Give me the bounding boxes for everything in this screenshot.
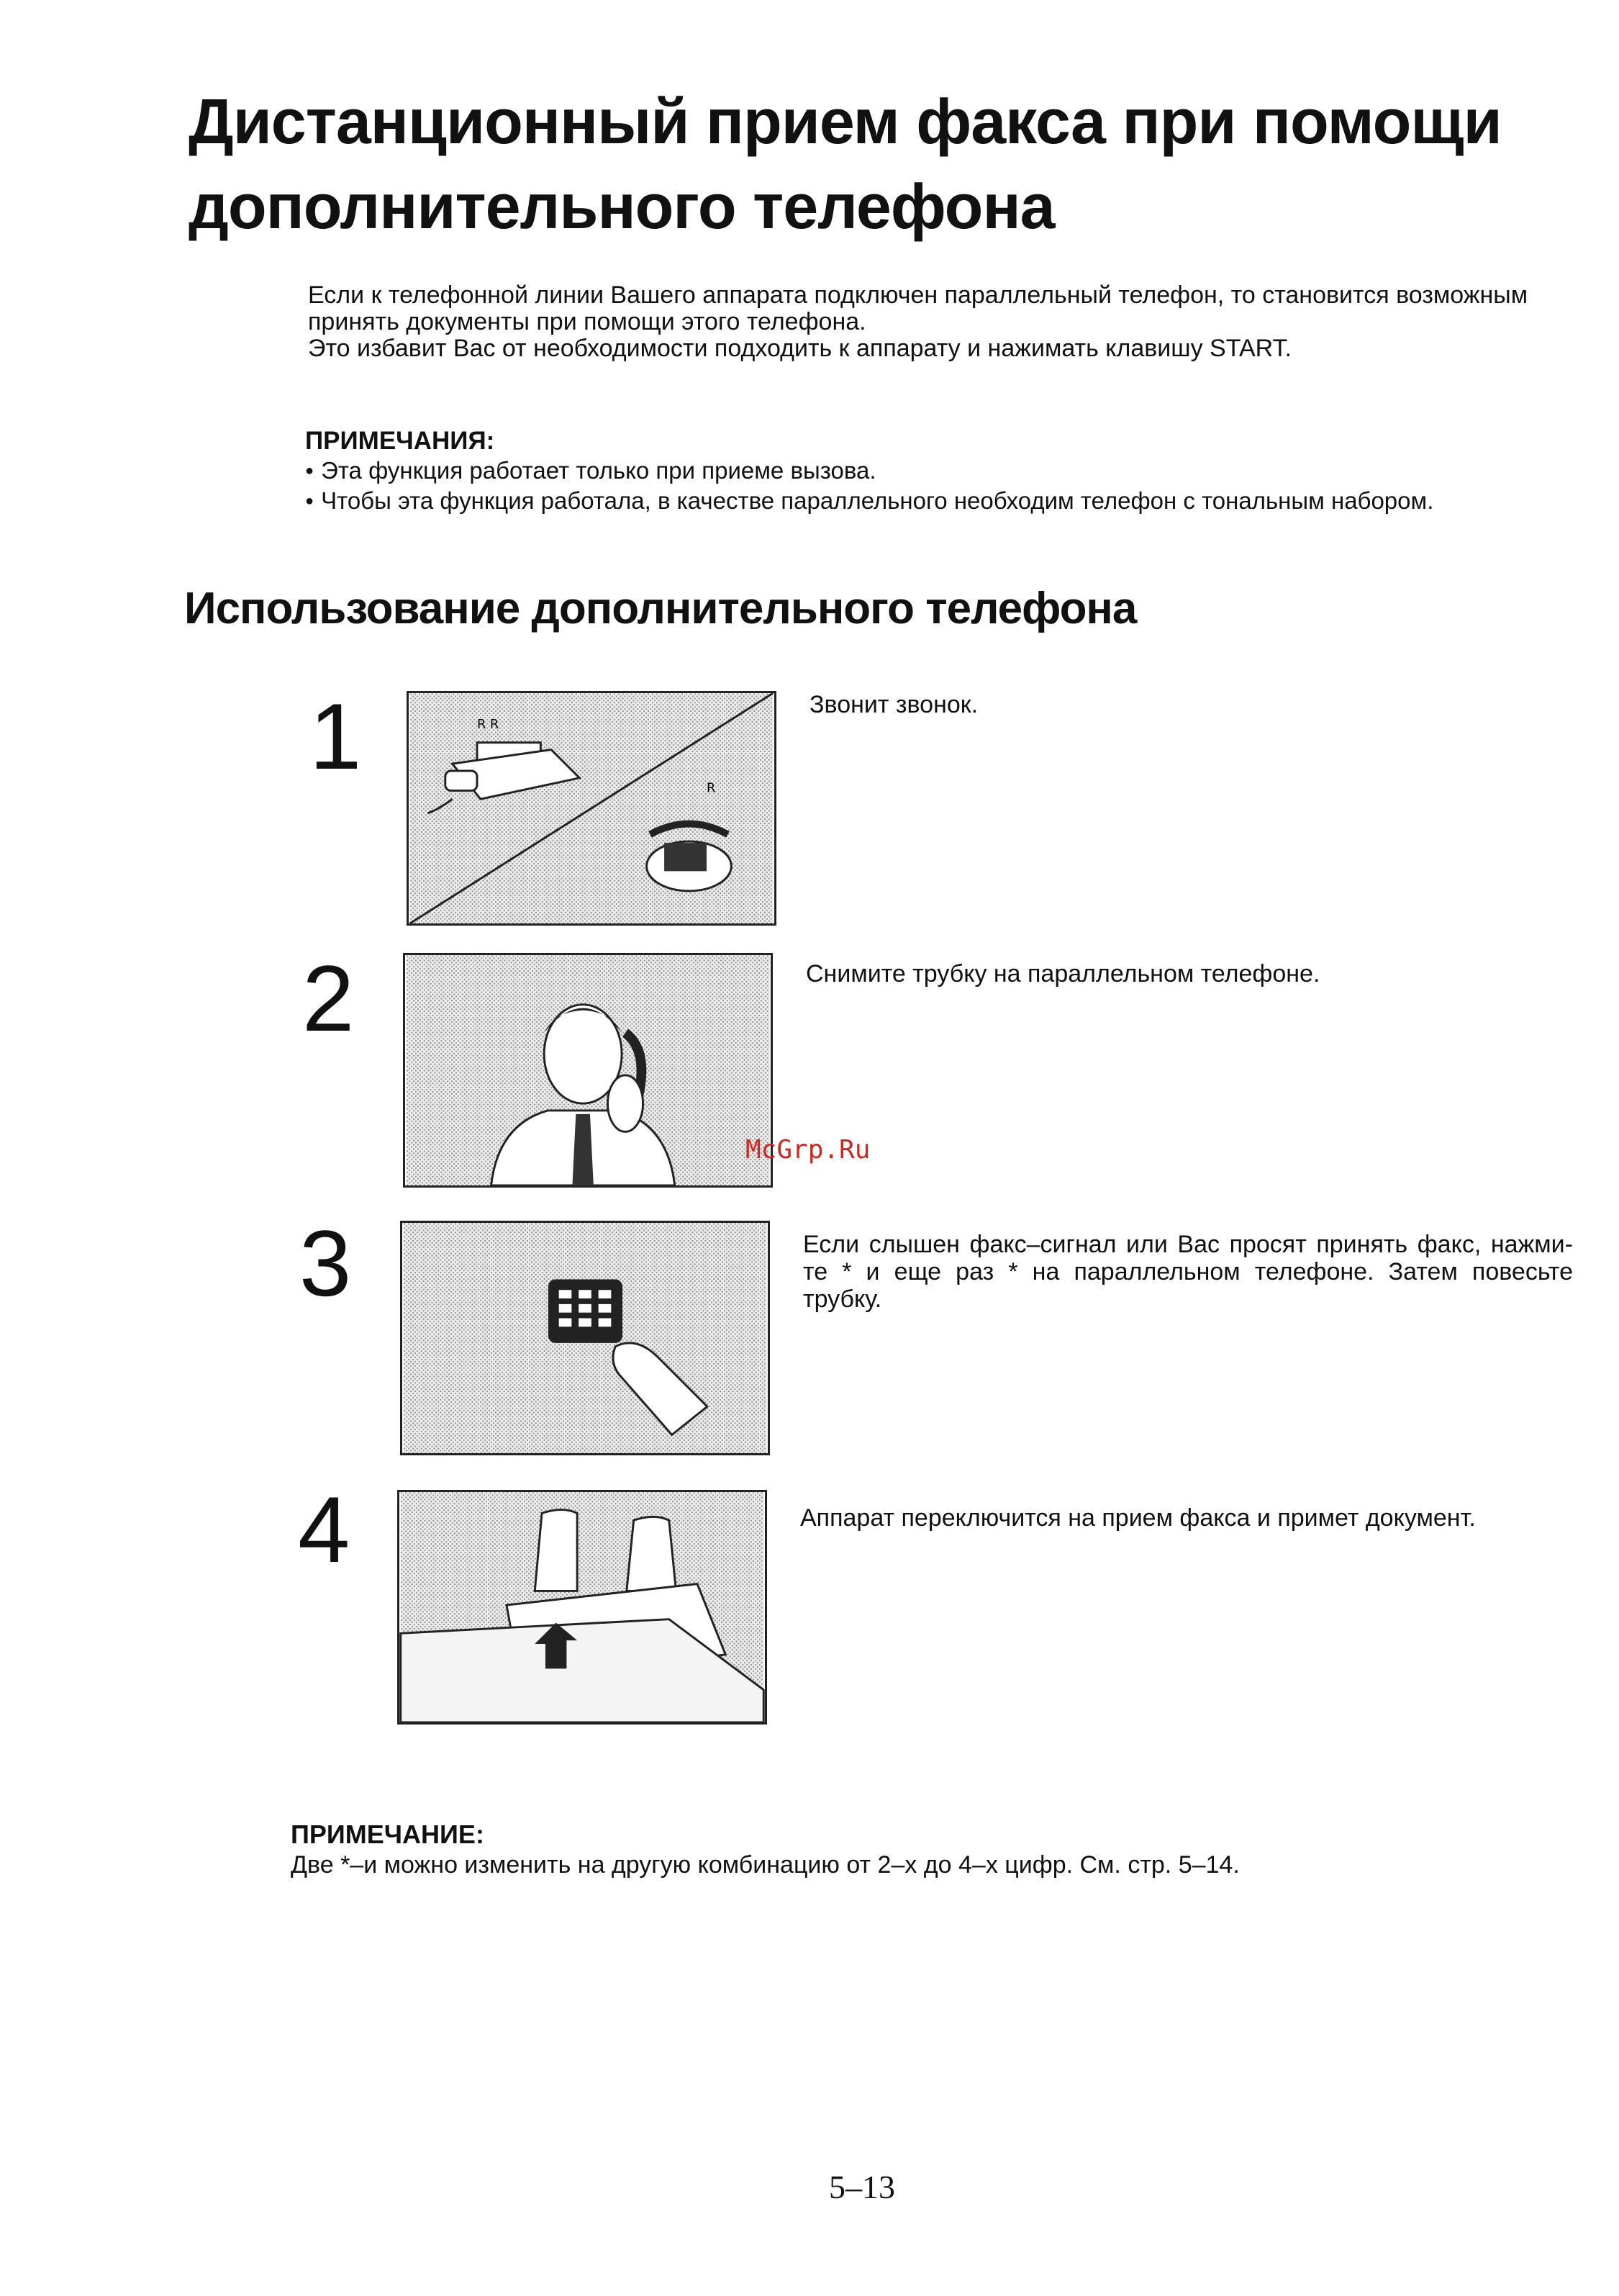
step-number-4: 4 [298, 1477, 350, 1582]
title-line-1: Дистанционный прием факса при помощи [189, 86, 1502, 157]
step-2-illustration [403, 953, 773, 1188]
step-number-2: 2 [302, 946, 355, 1051]
step-number-3: 3 [299, 1211, 352, 1316]
watermark: McGrp.Ru [745, 1135, 871, 1165]
fax-feeding-illustration [399, 1492, 765, 1722]
section-title: Использование дополнительного телефона [184, 584, 1137, 633]
man-on-phone-illustration [405, 955, 771, 1185]
notes-block [305, 426, 1593, 516]
note-item: ● Эта функция работает только при приеме вызова. [305, 456, 1593, 486]
bottom-note-text: Две *–и можно изменить на другую комбинацию от 2–х до 4–х цифр. См. стр. 5–14. [291, 1851, 1240, 1879]
step-number-1: 1 [309, 684, 362, 789]
svg-text:R R: R R [476, 718, 499, 733]
page-number: 5–13 [829, 2169, 895, 2205]
notes-list [305, 456, 1593, 516]
step-2-text: Снимите трубку на параллельном телефоне. [806, 960, 1320, 987]
bottom-note-heading: ПРИМЕЧАНИЕ: [291, 1820, 484, 1849]
page-title [189, 79, 1556, 249]
note-item: ● Чтобы эта функция работала, в качестве параллельного необходим телефон с тональным набором. [305, 486, 1593, 516]
intro-paragraph [308, 282, 1596, 362]
keypad-press-illustration [402, 1223, 768, 1453]
step-4-text: Аппарат переключится на прием факса и примет документ. [800, 1504, 1476, 1532]
step-1-text: Звонит звонок. [809, 691, 979, 718]
notes-heading: ПРИМЕЧАНИЯ: [305, 427, 495, 455]
ringing-phones-illustration [409, 693, 774, 923]
title-line-2: дополнительного телефона [189, 171, 1055, 242]
intro-line-1: Если к телефонной линии Вашего аппарата подключен параллельный телефон, то становится возможным [308, 281, 1528, 309]
intro-line-3: Это избавит Вас от необходимости подходить к аппарату и нажимать клавишу START. [308, 335, 1292, 362]
bottom-note [291, 1820, 1240, 1880]
svg-text:R: R [707, 781, 716, 796]
step-1-illustration [407, 691, 776, 926]
step-3-text: Если слышен факс–сигнал или Вас просят принять факс, нажми-те * и еще раз * на параллельном телефоне. Затем повесьте трубку. [803, 1231, 1573, 1313]
intro-line-2: принять документы при помощи этого телефона. [308, 308, 866, 335]
step-3-illustration [400, 1221, 770, 1455]
step-4-illustration [397, 1490, 767, 1725]
